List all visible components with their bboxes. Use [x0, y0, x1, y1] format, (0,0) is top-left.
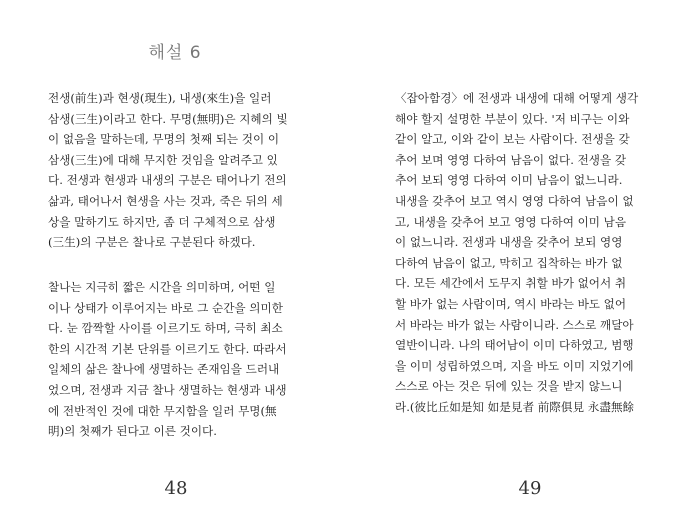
- text-line: 전생(前生)과 현생(現生), 내생(來生)을 일러: [48, 91, 272, 105]
- text-line: 다. 눈 깜짝할 사이를 이르기도 하며, 극히 최소: [48, 321, 283, 336]
- text-line: 열반이니라. 나의 태어남이 이미 다하였고, 범행: [395, 338, 634, 353]
- text-line: 스스로 아는 것은 뒤에 있는 것을 받지 않느니: [395, 379, 623, 394]
- text-line: 한의 시간적 기본 단위를 이르기도 한다. 따라서: [48, 341, 287, 356]
- text-line: 었으며, 전생과 지금 찰나 생멸하는 현생과 내생: [48, 382, 287, 397]
- text-line: 추어 보되 영영 다하여 이미 남음이 없느니라.: [395, 173, 623, 188]
- left-paragraph-2: [48, 277, 287, 442]
- text-line: 라.(彼比丘如是知 如是見者 前際俱見 永盡無餘: [395, 399, 635, 414]
- text-line: 〈잡아함경〉에 전생과 내생에 대해 어떻게 생각: [395, 91, 639, 105]
- text-line: 삼생(三生)에 대해 무지한 것임을 알려주고 있: [48, 152, 278, 167]
- text-line: 추어 보며 영영 다하여 남음이 없다. 전생을 갖: [395, 152, 627, 167]
- text-line: 서 바라는 바가 없는 사람이니라. 스스로 깨달아: [395, 317, 634, 332]
- text-line: 해야 할지 설명한 부분이 있다. '저 비구는 이와: [395, 111, 630, 126]
- text-line: (三生)의 구분은 찰나로 구분된다 하겠다.: [48, 235, 256, 250]
- right-page: [350, 0, 700, 525]
- text-line: 고, 내생을 갖추어 보고 영영 다하여 이미 남음: [395, 214, 627, 229]
- section-header: 해설 6: [148, 43, 202, 63]
- text-line: 이나 상태가 이루어지는 바로 그 순간을 의미한: [48, 300, 283, 315]
- text-line: 같이 알고, 이와 같이 보는 사람이다. 전생을 갖: [395, 132, 630, 147]
- text-line: 할 바가 없는 사람이며, 역시 바라는 바도 없어: [395, 296, 627, 311]
- left-paragraph-1: [48, 88, 288, 253]
- text-line: 찰나는 지극히 짧은 시간을 의미하며, 어떤 일: [48, 280, 276, 294]
- text-line: 일체의 삶은 찰나에 생멸하는 존재임을 드러내: [48, 362, 280, 377]
- text-line: 에 전반적인 것에 대한 무지함을 일러 무명(無: [48, 403, 277, 418]
- text-line: 상을 말하기도 하지만, 좀 더 구체적으로 삼생: [48, 214, 276, 229]
- text-line: 삶과, 태어나서 현생을 사는 것과, 죽은 뒤의 세: [48, 193, 283, 208]
- text-line: 삼생(三生)이라고 한다. 무명(無明)은 지혜의 빛: [48, 111, 288, 126]
- text-line: 이 없음을 말하는데, 무명의 첫째 되는 것이 이: [48, 132, 280, 147]
- page-number: 49: [518, 478, 542, 499]
- text-line: 이 없느니라. 전생과 내생을 갖추어 보되 영영: [395, 235, 623, 250]
- text-line: 다하여 남음이 없고, 막히고 집착하는 바가 없: [395, 255, 623, 270]
- text-line: 다. 모든 세간에서 도무지 취할 바가 없어서 취: [395, 276, 627, 291]
- text-line: 을 이미 성립하였으며, 지을 바도 이미 지었기에: [395, 358, 634, 373]
- text-line: 내생을 갖추어 보고 역시 영영 다하여 남음이 없: [395, 193, 634, 208]
- text-line: 다. 전생과 현생과 내생의 구분은 태어나기 전의: [48, 173, 287, 188]
- right-paragraph-1: [395, 88, 638, 418]
- text-line: 明)의 첫째가 된다고 이른 것이다.: [48, 424, 217, 439]
- page-number: 48: [164, 478, 188, 499]
